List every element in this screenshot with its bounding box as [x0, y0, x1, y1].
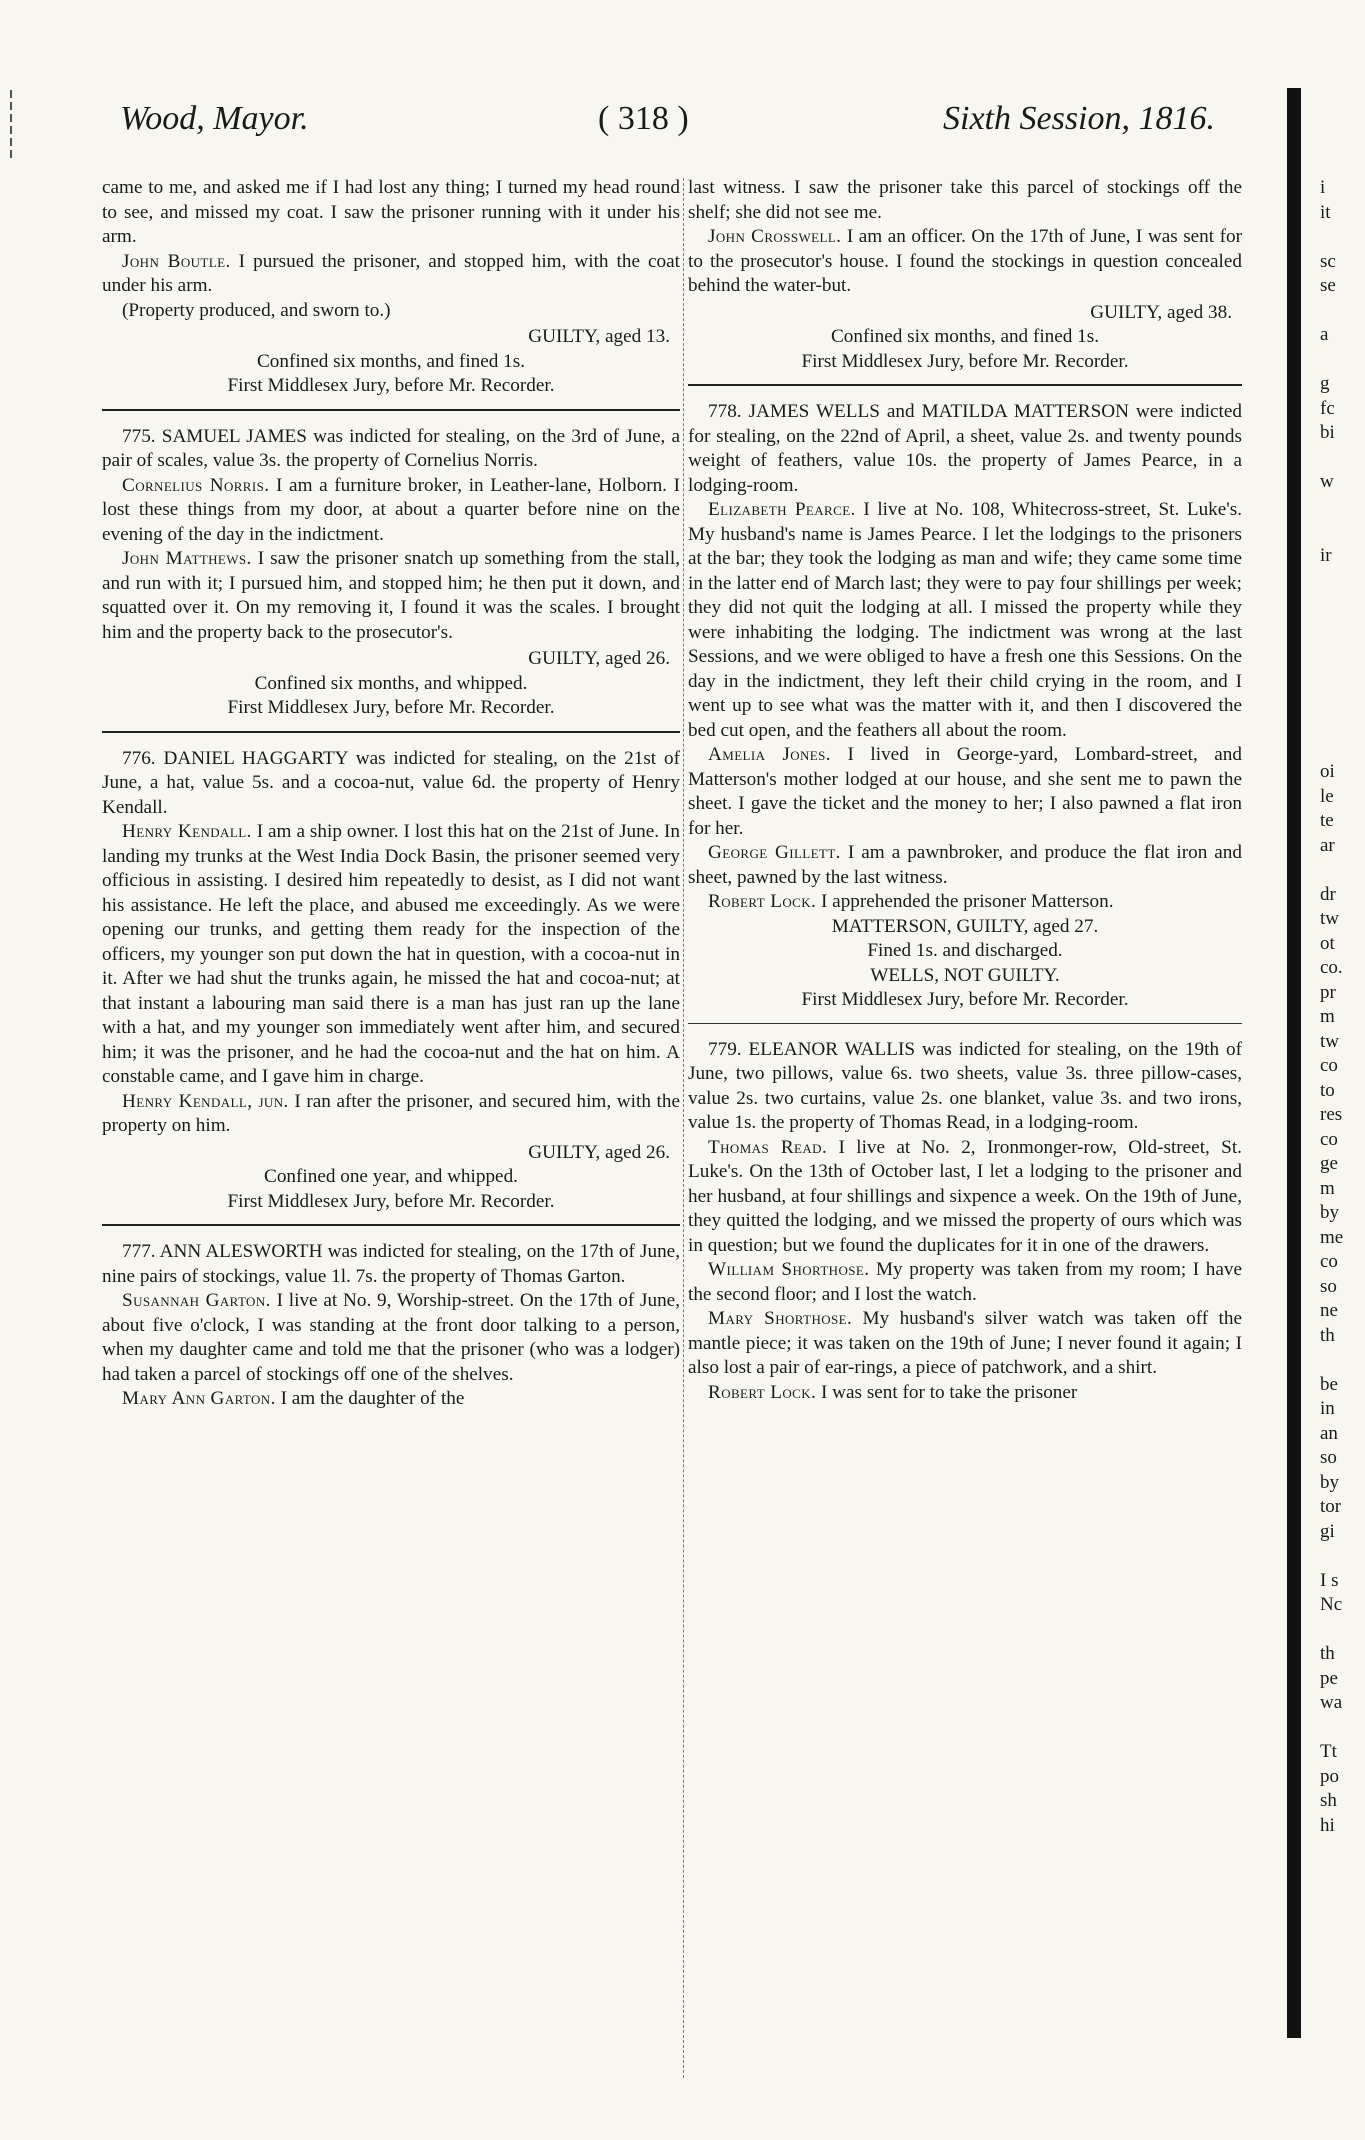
testimony: [102, 547, 680, 645]
speaker-name: Susannah Garton.: [122, 1290, 271, 1311]
fragment-line: fc: [1320, 397, 1335, 419]
fragment-line: ir: [1320, 544, 1332, 566]
case-title: 778. JAMES WELLS and MATILDA MATTERSON were indicted for stealing, on the 22nd of April, a sheet, value 2s. and twenty pounds weight of feathers, value 10s. the property of James Pearce, in a lodging-room.: [688, 401, 1242, 496]
speaker-name: Cornelius Norris.: [122, 474, 270, 496]
speaker-name: John Boutle.: [122, 250, 231, 272]
fragment-line: [1320, 1348, 1365, 1373]
next-page-fragments: [1320, 176, 1365, 593]
fragment-line: tw: [1320, 1030, 1339, 1052]
jury-line: First Middlesex Jury, before Mr. Recorder.: [227, 1190, 555, 1212]
paragraph: last witness. I saw the prisoner take this parcel of stockings off the shelf; she did not see me.: [688, 177, 1242, 223]
fragment-line: m: [1320, 1006, 1335, 1027]
right-column: [688, 176, 1242, 1405]
fragment-line: w: [1320, 471, 1334, 492]
testimony-text: I live at No. 108, Whitecross-street, St. Luke's. My husband's name is James Pearce. I let the lodgings to the prisoners at the bar; they took the lodging as man and wife; they came some time in the latter end of March last; they were to pay four shillings per week; they did not quit the lodging at all. I missed the property while they were inhabiting the lodging. The indictment was wrong at the last Sessions, and we were obliged to have a fresh one this Sessions. On the day in the indictment, they left their child crying in the room, and I went up to see what was the matter with it, and then I discovered the bed cut open, and the feathers all about the room.: [688, 499, 1242, 741]
fragment-line: Tt: [1320, 1741, 1337, 1762]
speaker-name: William Shorthose.: [708, 1259, 870, 1280]
testimony-text: I am a pawnbroker, and produce the flat iron and sheet, pawned by the last witness.: [688, 842, 1242, 888]
fragment-line: [1320, 519, 1365, 544]
fragment-line: in: [1320, 1398, 1335, 1419]
sentence: Confined six months, and fined 1s.: [830, 326, 1100, 347]
fragment-line: so: [1320, 1275, 1337, 1297]
fragment-line: co: [1320, 1128, 1338, 1150]
fragment-line: [1320, 225, 1365, 250]
testimony: [688, 890, 1242, 915]
fragment-line: tor: [1320, 1496, 1342, 1517]
testimony-text: I am a furniture broker, in Leather-lane, Holborn. I lost these things from my door, at about a quarter before nine on the evening of the day in the indictment.: [102, 474, 680, 545]
property-note: (Property produced, and sworn to.): [122, 299, 391, 321]
fragment-line: res: [1320, 1104, 1343, 1125]
fragment-line: th: [1320, 1324, 1335, 1346]
testimony: [688, 1258, 1242, 1307]
speaker-name: Robert Lock.: [708, 1381, 817, 1403]
testimony: [688, 498, 1242, 743]
fragment-line: co.: [1320, 957, 1343, 978]
testimony: [688, 1307, 1242, 1381]
fragment-line: to: [1320, 1079, 1335, 1101]
fragment-line: hi: [1320, 1814, 1335, 1836]
verdict: MATTERSON, GUILTY, aged 27.: [831, 915, 1099, 937]
fragment-line: an: [1320, 1422, 1338, 1444]
paragraph: came to me, and asked me if I had lost any thing; I turned my head round to see, and missed my coat. I saw the prisoner running with it under his arm.: [102, 177, 680, 247]
case-separator: [102, 731, 680, 733]
case-title: 779. ELEANOR WALLIS was indicted for stealing, on the 19th of June, two pillows, value 6s. two sheets, value 3s. three pillow-cases, value 2s. two curtains, value 2s. one blanket, value 3s. and two irons, value 1s. the property of Thomas Read, in a lodging-room.: [688, 1038, 1242, 1133]
verdict: GUILTY, aged 13.: [528, 326, 670, 347]
case-title: 777. ANN ALESWORTH was indicted for stealing, on the 17th of June, nine pairs of stockings, value 1l. 7s. the property of Thomas Garton.: [102, 1241, 680, 1287]
fragment-line: [1320, 446, 1365, 471]
fragment-line: [1320, 568, 1365, 593]
fragment-line: pr: [1320, 981, 1336, 1003]
testimony-text: My property was taken from my room; I have the second floor; and I lost the watch.: [688, 1259, 1242, 1305]
fragment-line: ge: [1320, 1153, 1338, 1174]
fragment-line: [1320, 348, 1365, 373]
fragment-line: m: [1320, 1177, 1335, 1199]
fragment-line: le: [1320, 785, 1334, 807]
testimony-text: I am a ship owner. I lost this hat on the 21st of June. In landing my trunks at the West India Dock Basin, the prisoner seemed very officious in assisting. I desired him repeatedly to desist, as I did not want his assistance. He left the place, and abused me exceedingly. As we were opening our trunks, and getting them ready for the inspection of the officers, my younger son put down the hat in question, with a cocoa-nut in it. After we had shut the trunks again, he missed the hat and cocoa-nut; at that instant a labouring man said there is a man has just ran up the lane with a hat, and my younger son immediately went after him, and secured him; it was the prisoner, and he had the cocoa-nut and the hat on him. A constable came, and I gave him in charge.: [102, 821, 680, 1087]
speaker-name: John Crosswell.: [708, 226, 842, 247]
testimony-text: I lived in George-yard, Lombard-street, and Matterson's mother lodged at our house, and she sent me to pawn the sheet. I gave the ticket and the money to her; I also pawned a flat iron for her.: [688, 744, 1242, 839]
fragment-line: [1320, 299, 1365, 324]
verdict: GUILTY, aged 38.: [1090, 301, 1232, 323]
speaker-name: John Matthews.: [122, 548, 252, 569]
left-column: [102, 176, 680, 1412]
fragment-line: I s: [1320, 1569, 1339, 1591]
fragment-line: [1320, 495, 1365, 520]
fragment-line: [1320, 1544, 1365, 1569]
testimony-text: My husband's silver watch was taken off the mantle piece; it was taken on the 19th of June; I never found it again; I also lost a pair of ear-rings, a piece of patchwork, and a shirt.: [688, 1308, 1242, 1378]
testimony-text: I am the daughter of the: [275, 1388, 465, 1409]
verdict: GUILTY, aged 26.: [528, 648, 670, 669]
testimony: [102, 1387, 680, 1412]
testimony: [688, 1136, 1242, 1259]
verdict: WELLS, NOT GUILTY.: [870, 964, 1060, 986]
speaker-name: Robert Lock.: [708, 891, 817, 912]
fragment-line: Nc: [1320, 1594, 1343, 1615]
fragment-line: [1320, 1716, 1365, 1741]
testimony: [688, 1381, 1242, 1406]
fragment-line: [1320, 858, 1365, 883]
fragment-line: by: [1320, 1202, 1339, 1223]
fragment-line: bi: [1320, 422, 1335, 443]
fragment-line: oi: [1320, 761, 1335, 782]
fragment-line: tw: [1320, 908, 1339, 929]
fragment-line: me: [1320, 1226, 1344, 1248]
fragment-line: ot: [1320, 932, 1335, 954]
verdict: GUILTY, aged 26.: [528, 1141, 670, 1163]
fragment-line: so: [1320, 1447, 1337, 1468]
fragment-line: sh: [1320, 1790, 1337, 1811]
fragment-line: dr: [1320, 883, 1336, 905]
speaker-name: Henry Kendall.: [122, 821, 252, 842]
fragment-line: a: [1320, 324, 1329, 345]
fragment-line: po: [1320, 1765, 1339, 1787]
fragment-line: wa: [1320, 1692, 1343, 1713]
testimony-text: I ran after the prisoner, and secured him, with the property on him.: [102, 1090, 680, 1136]
case-title: 776. DANIEL HAGGARTY was indicted for stealing, on the 21st of June, a hat, value 5s. and a cocoa-nut, value 6d. the property of Henry Kendall.: [102, 747, 680, 818]
case-separator: [688, 384, 1242, 386]
fragment-line: by: [1320, 1471, 1339, 1493]
binding-shadow: [1287, 88, 1301, 2038]
testimony-text: I apprehended the prisoner Matterson.: [816, 891, 1114, 912]
column-divider: [683, 178, 685, 2078]
fragment-line: be: [1320, 1373, 1338, 1395]
jury-line: First Middlesex Jury, before Mr. Recorder.: [227, 375, 555, 396]
fragment-line: [1320, 1618, 1365, 1643]
testimony: [102, 1090, 680, 1139]
testimony: [688, 743, 1242, 841]
header-mayor: Wood, Mayor.: [120, 100, 309, 137]
speaker-name: Mary Ann Garton.: [122, 1388, 276, 1409]
fragment-line: ar: [1320, 834, 1335, 856]
fragment-line: gi: [1320, 1520, 1335, 1542]
speaker-name: Mary Shorthose.: [708, 1308, 853, 1329]
testimony-text: I live at No. 9, Worship-street. On the 17th of June, about five o'clock, I was standing at the front door talking to a person, when my daughter came and told me that the prisoner (who was a lodger) had taken a parcel of stockings off one of the shelves.: [102, 1290, 680, 1385]
speaker-name: George Gillett.: [708, 842, 841, 863]
speaker-name: Elizabeth Pearce.: [708, 499, 856, 520]
testimony: [102, 820, 680, 1090]
fragment-line: g: [1320, 373, 1330, 394]
jury-line: First Middlesex Jury, before Mr. Recorder.: [801, 989, 1129, 1010]
sentence: Fined 1s. and discharged.: [867, 940, 1063, 961]
case-separator: [102, 1224, 680, 1226]
testimony-text: I pursued the prisoner, and stopped him, with the coat under his arm.: [102, 250, 680, 296]
fragment-line: i: [1320, 177, 1326, 198]
sentence: Confined six months, and fined 1s.: [256, 350, 526, 372]
fragment-line: pe: [1320, 1667, 1338, 1689]
fragment-line: th: [1320, 1643, 1335, 1664]
sentence: Confined one year, and whipped.: [264, 1166, 518, 1187]
fragment-line: sc: [1320, 250, 1336, 272]
testimony: [102, 250, 680, 299]
speaker-name: Amelia Jones.: [708, 744, 831, 765]
testimony: [688, 841, 1242, 890]
fragment-line: te: [1320, 810, 1334, 831]
case-separator: [102, 409, 680, 411]
testimony: [688, 225, 1242, 299]
fragment-line: it: [1320, 201, 1331, 223]
speaker-name: Thomas Read.: [708, 1136, 828, 1158]
header-session: Sixth Session, 1816.: [943, 100, 1215, 137]
jury-line: First Middlesex Jury, before Mr. Recorder.: [801, 350, 1129, 372]
case-separator: [688, 1023, 1242, 1024]
page-edge-marks: [4, 86, 18, 226]
fragment-line: co: [1320, 1251, 1338, 1272]
testimony: [102, 1289, 680, 1387]
page-header: [120, 100, 1215, 160]
page-number: ( 318 ): [598, 100, 689, 137]
sentence: Confined six months, and whipped.: [254, 672, 528, 694]
testimony-text: I am an officer. On the 17th of June, I was sent for to the prosecutor's house. I found the stockings in question concealed behind the water-but.: [688, 226, 1242, 296]
jury-line: First Middlesex Jury, before Mr. Recorder.: [227, 697, 555, 718]
case-title: 775. SAMUEL JAMES was indicted for stealing, on the 3rd of June, a pair of scales, value 3s. the property of Cornelius Norris.: [102, 425, 680, 471]
fragment-line: co: [1320, 1055, 1338, 1076]
fragment-line: se: [1320, 275, 1336, 296]
fragment-line: ne: [1320, 1300, 1338, 1321]
testimony-text: I live at No. 2, Ironmonger-row, Old-street, St. Luke's. On the 13th of October last, I let a lodging to the prisoner and her husband, at four shillings and sixpence a week. On the 19th of June, they quitted the lodging, and we missed the property of ours which was in question; but we found the duplicates for it in one of the drawers.: [688, 1136, 1242, 1256]
next-page-fragments: [1320, 760, 1365, 1838]
testimony-text: I was sent for to take the prisoner: [816, 1381, 1078, 1403]
speaker-name: Henry Kendall, jun.: [122, 1090, 289, 1112]
testimony: [102, 474, 680, 548]
testimony-text: I saw the prisoner snatch up something from the stall, and run with it; I pursued him, and stopped him; he then put it down, and squatted over it. On my removing it, I found it was the scales. I brought him and the property back to the prosecutor's.: [102, 548, 681, 643]
